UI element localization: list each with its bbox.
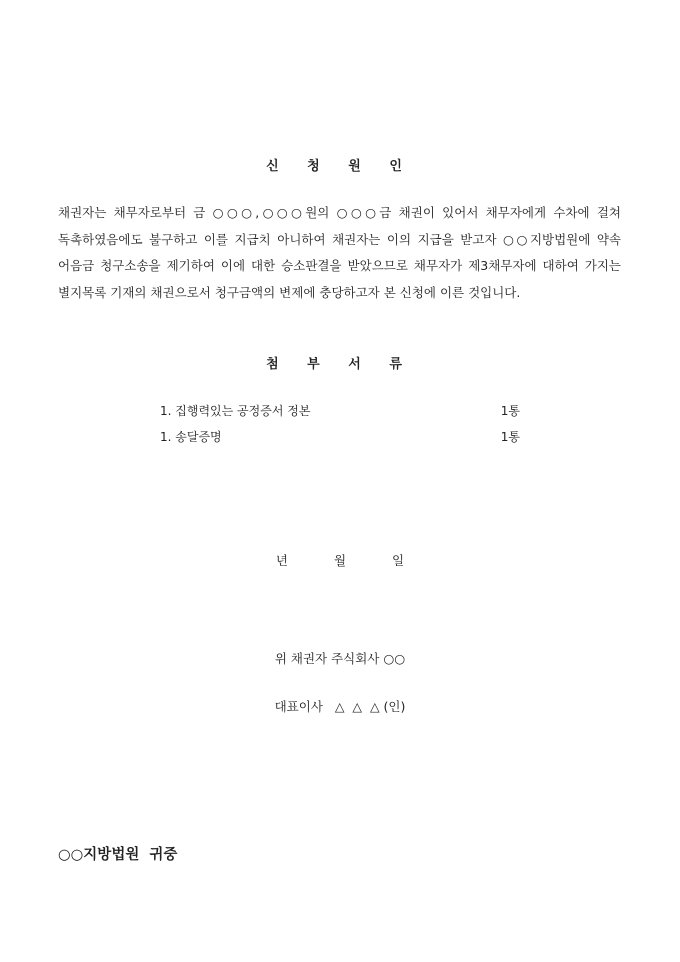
attachment-item: 1. 송달증명 xyxy=(160,430,222,444)
application-reason-text: 채권자는 채무자로부터 금 ○○○,○○○원의 ○○○금 채권이 있어서 채무자에게 수차에 걸쳐 독촉하였음에도 불구하고 이를 지급치 아니하여 채권자는 이의 지급을 받고자 ○○지방법원에 약속 어음금 청구소송을 제기하여 이에 대한 승소판결을 받았으므로 채무자가 제3채무자에 대하여 가지는 별지목록 기재의 채권으로서 청구금액의 변제에 충당하고자 본 신청에 이른 것입니다. xyxy=(58,205,621,300)
attachment-item: 1. 집행력있는 공정증서 정본 xyxy=(160,404,311,418)
representative-line: 대표이사 △ △ △ (인) xyxy=(274,699,406,714)
date-year: 년 xyxy=(275,553,288,568)
attachment-count: 1통 xyxy=(500,430,520,444)
date-line xyxy=(0,551,680,569)
date-day: 일 xyxy=(392,553,405,568)
date-month: 월 xyxy=(333,553,347,568)
heading-application-reason: 신 청 원 인 xyxy=(266,159,414,174)
attachment-count: 1통 xyxy=(500,404,520,418)
court-addressee: ○○지방법원 귀중 xyxy=(58,847,178,863)
creditor-line: 위 채권자 주식회사 ○○ xyxy=(274,651,406,666)
heading-attachments: 첨 부 서 류 xyxy=(266,357,414,372)
